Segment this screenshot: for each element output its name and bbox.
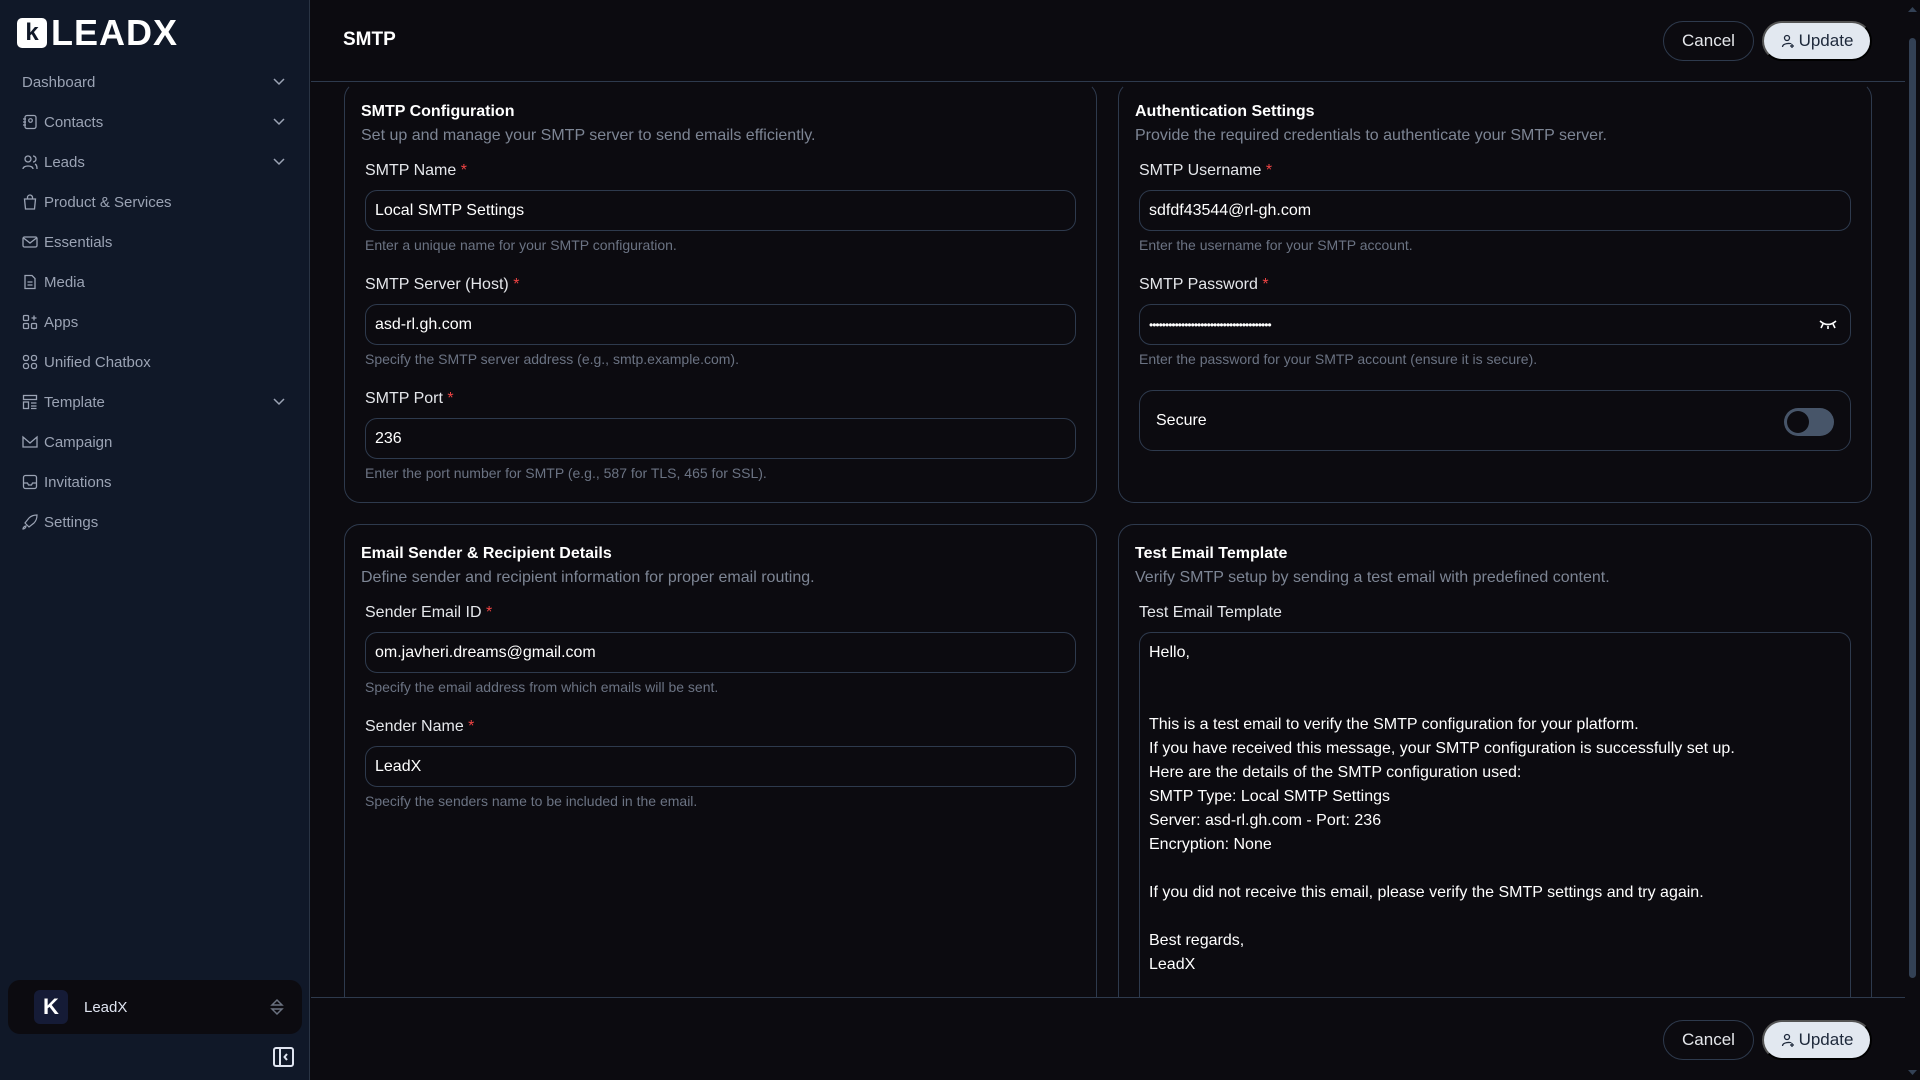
test-email-textarea[interactable]: Hello, This is a test email to verify the SMTP configuration for your platform. If you have received this message, your SMTP configuration is successfully set up. Here are the details of the SMTP configuration used: SMTP Type: Local SMTP Settings Server: asd-rl.gh.com - Port: 236 Encryption: None If you did not receive this email, please verify the SMTP settings and try again. Best regards, LeadX [1139, 632, 1851, 1032]
sidebar-item-label: Campaign [44, 433, 113, 451]
field-label: Sender Name * [365, 718, 475, 735]
inbox-icon [22, 474, 38, 490]
scroll-down-icon[interactable] [1905, 1068, 1920, 1078]
card-title: SMTP Configuration [361, 103, 515, 120]
help-text: Enter a unique name for your SMTP configuration. [365, 237, 677, 253]
sidebar-item-apps[interactable] [0, 302, 310, 342]
card-title: Email Sender & Recipient Details [361, 545, 612, 562]
page-footer [311, 997, 1905, 1080]
file-icon [22, 274, 38, 290]
sidebar-item-template[interactable] [0, 382, 310, 422]
sidebar-item-label: Leads [44, 153, 85, 171]
smtp-password-input[interactable] [1139, 304, 1851, 345]
password-value: •••••••••••••••••••••••••••••••••••••• [1149, 317, 1271, 332]
campaign-icon [22, 434, 38, 450]
logo-mark-icon: k [17, 18, 47, 48]
sidebar-item-label: Unified Chatbox [44, 353, 151, 371]
eye-closed-icon[interactable] [1818, 317, 1838, 331]
help-text: Specify the senders name to be included in the email. [365, 793, 698, 809]
field-label: Test Email Template [1139, 604, 1282, 621]
help-text: Enter the password for your SMTP account (ensure it is secure). [1139, 351, 1538, 367]
field-label: SMTP Port * [365, 390, 454, 407]
field-label: SMTP Password * [1139, 276, 1269, 293]
scrollbar[interactable] [1905, 0, 1920, 1080]
sidebar-nav [0, 62, 310, 542]
help-text: Enter the port number for SMTP (e.g., 587 for TLS, 465 for SSL). [365, 465, 767, 481]
sidebar-item-label: Apps [44, 313, 79, 331]
rocket-icon [22, 514, 38, 530]
cancel-button[interactable] [1663, 21, 1754, 61]
page-header [311, 0, 1905, 82]
sidebar-item-product-services[interactable] [0, 182, 310, 222]
sidebar-item-contacts[interactable] [0, 102, 310, 142]
sidebar-item-label: Essentials [44, 233, 113, 251]
mail-icon [22, 234, 38, 250]
users-icon [22, 154, 38, 170]
secure-row [1139, 390, 1851, 451]
chevron-down-icon [272, 154, 286, 168]
footer-update-button[interactable] [1762, 1020, 1872, 1060]
logo[interactable] [17, 12, 178, 54]
cancel-label: Cancel [1682, 1030, 1735, 1049]
secure-toggle[interactable] [1784, 408, 1834, 436]
field-label: SMTP Server (Host) * [365, 276, 520, 293]
sidebar-item-essentials[interactable] [0, 222, 310, 262]
sidebar-item-label: Media [44, 273, 85, 291]
sidebar-item-media[interactable] [0, 262, 310, 302]
chevron-down-icon [272, 114, 286, 128]
sender-details-card [344, 524, 1097, 1044]
org-avatar: K [34, 990, 68, 1024]
update-button[interactable] [1762, 21, 1872, 61]
smtp-name-input[interactable]: Local SMTP Settings [365, 190, 1076, 231]
field-label: SMTP Username * [1139, 162, 1273, 179]
update-label: Update [1798, 31, 1854, 50]
sidebar-item-label: Product & Services [44, 193, 172, 211]
chevron-left-icon [275, 1049, 292, 1065]
help-text: Specify the SMTP server address (e.g., smtp.example.com). [365, 351, 739, 367]
sidebar-item-label: Dashboard [22, 73, 96, 91]
grid-icon [22, 354, 38, 370]
toggle-knob [1787, 411, 1809, 433]
sidebar-item-invitations[interactable] [0, 462, 310, 502]
chevrons-up-down-icon [270, 998, 284, 1016]
page-title: SMTP [343, 29, 396, 50]
card-subtitle: Verify SMTP setup by sending a test email with predefined content. [1135, 569, 1610, 586]
footer-cancel-button[interactable] [1663, 1020, 1754, 1060]
chevron-down-icon [272, 394, 286, 408]
chevron-down-icon [272, 74, 286, 88]
sidebar-item-campaign[interactable] [0, 422, 310, 462]
test-email-template-card [1118, 524, 1872, 1044]
scrollbar-thumb[interactable] [1909, 38, 1916, 978]
collapse-sidebar-button[interactable] [273, 1047, 294, 1067]
sidebar-item-label: Contacts [44, 113, 104, 131]
scroll-up-icon[interactable] [1905, 4, 1920, 14]
sidebar-item-dashboard[interactable] [0, 62, 310, 102]
secure-label: Secure [1156, 411, 1207, 429]
org-name: LeadX [84, 998, 128, 1016]
contacts-icon [22, 114, 38, 130]
user-plus-icon [1781, 1033, 1795, 1047]
sidebar-item-leads[interactable] [0, 142, 310, 182]
card-title: Test Email Template [1135, 545, 1288, 562]
brand-name: LEADX [51, 12, 179, 53]
card-subtitle: Provide the required credentials to authenticate your SMTP server. [1135, 127, 1607, 144]
field-label: SMTP Name * [365, 162, 467, 179]
template-icon [22, 394, 38, 410]
sidebar-item-settings[interactable] [0, 502, 310, 542]
help-text: Specify the email address from which emails will be sent. [365, 679, 719, 695]
user-plus-icon [1781, 34, 1795, 48]
apps-icon [22, 314, 38, 330]
sidebar [0, 0, 310, 1080]
smtp-port-input[interactable]: 236 [365, 418, 1076, 459]
sidebar-item-label: Invitations [44, 473, 112, 491]
sidebar-item-label: Template [44, 393, 105, 411]
authentication-settings-card [1118, 82, 1872, 503]
smtp-configuration-card [344, 82, 1097, 503]
shopping-bag-icon [22, 194, 38, 210]
cancel-label: Cancel [1682, 31, 1735, 50]
help-text: Enter the username for your SMTP account. [1139, 237, 1413, 253]
update-label: Update [1798, 1030, 1854, 1049]
card-subtitle: Define sender and recipient information for proper email routing. [361, 569, 815, 586]
sidebar-item-label: Settings [44, 513, 99, 531]
smtp-username-input[interactable]: sdfdf43544@rl-gh.com [1139, 190, 1851, 231]
sender-name-input[interactable]: LeadX [365, 746, 1076, 787]
smtp-host-input[interactable]: asd-rl.gh.com [365, 304, 1076, 345]
card-subtitle: Set up and manage your SMTP server to send emails efficiently. [361, 127, 816, 144]
org-switcher[interactable] [8, 980, 302, 1034]
sidebar-item-unified-chatbox[interactable] [0, 342, 310, 382]
field-label: Sender Email ID * [365, 604, 493, 621]
sender-email-input[interactable]: om.javheri.dreams@gmail.com [365, 632, 1076, 673]
card-title: Authentication Settings [1135, 103, 1315, 120]
